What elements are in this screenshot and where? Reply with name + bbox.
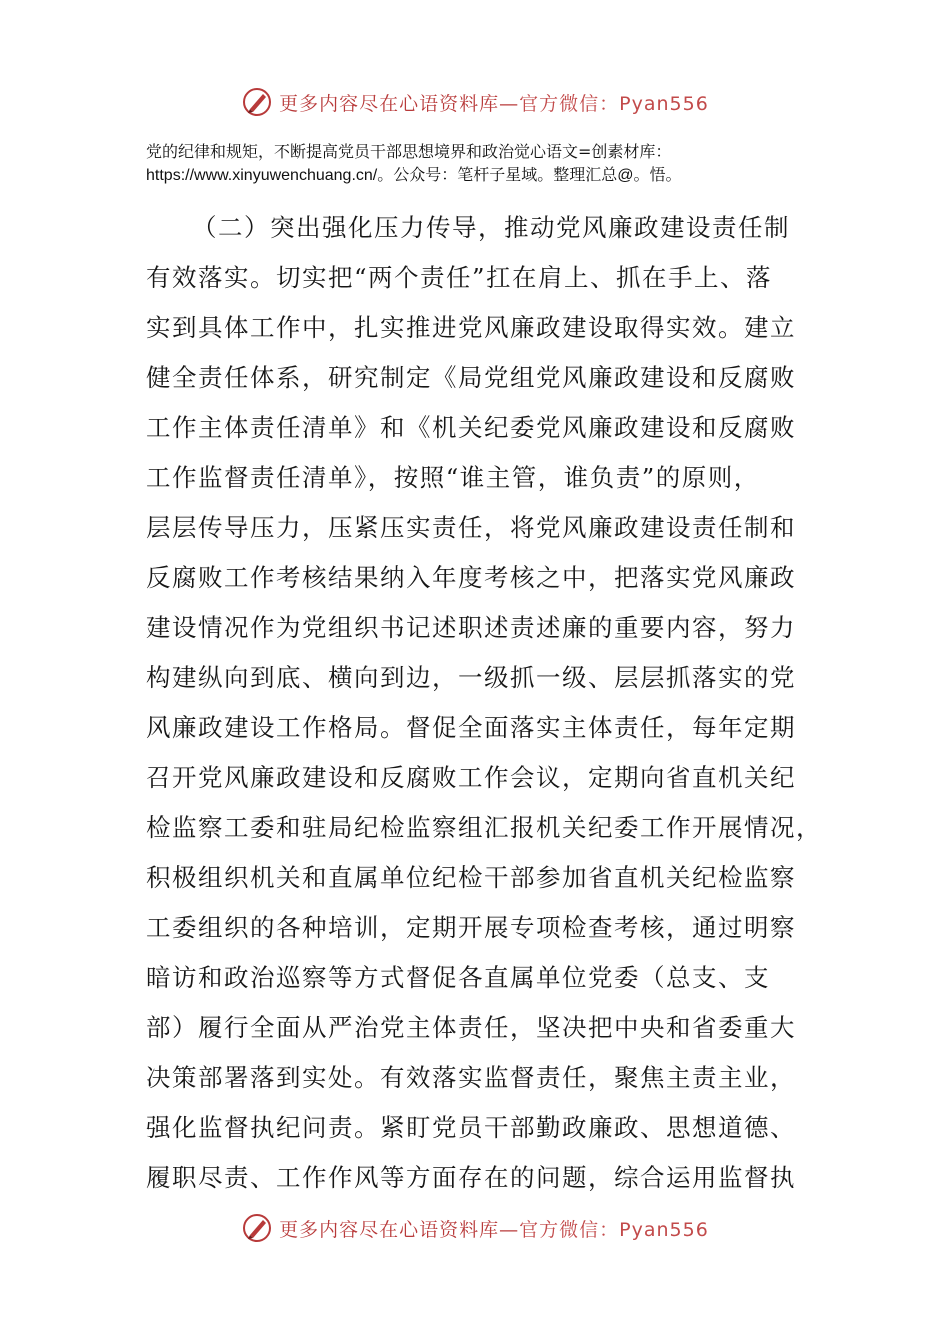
body-line: 部）履行全面从严治党主体责任，坚决把中央和省委重大 — [146, 1013, 796, 1042]
body-line: 建设情况作为党组织书记述职述责述廉的重要内容，努力 — [146, 613, 796, 642]
header-note-url-line: https://www.xinyuwenchuang.cn/。公众号：笔杆子星域。整理汇总@。悟。 — [146, 167, 682, 184]
body-paragraph — [146, 203, 822, 1203]
body-line: 反腐败工作考核结果纳入年度考核之中，把落实党风廉政 — [146, 563, 796, 592]
body-line: 暗访和政治巡察等方式督促各直属单位党委（总支、支 — [146, 963, 770, 992]
body-line: 决策部署落到实处。有效落实监督责任，聚焦主责主业， — [146, 1063, 796, 1092]
body-line: 工作监督责任清单》，按照“谁主管，谁负责”的原则， — [146, 463, 760, 492]
banner-text: 更多内容尽在心语资料库—官方微信：Pyan556 — [279, 92, 709, 115]
body-line: 工作主体责任清单》和《机关纪委党风廉政建设和反腐败 — [146, 413, 796, 442]
body-line: 积极组织机关和直属单位纪检干部参加省直机关纪检监察 — [146, 863, 796, 892]
body-line: 履职尽责、工作作风等方面存在的问题，综合运用监督执 — [146, 1163, 796, 1192]
body-line: 召开党风廉政建设和反腐败工作会议，定期向省直机关纪 — [146, 763, 796, 792]
body-line: 实到具体工作中，扎实推进党风廉政建设取得实效。建立 — [146, 313, 796, 342]
body-line: 强化监督执纪问责。紧盯党员干部勤政廉政、思想道德、 — [146, 1113, 796, 1142]
top-banner — [0, 82, 950, 122]
body-line: 有效落实。切实把“两个责任”扛在肩上、抓在手上、落 — [146, 263, 773, 292]
banner-text: 更多内容尽在心语资料库—官方微信：Pyan556 — [279, 1218, 709, 1241]
body-line: 层层传导压力，压紧压实责任，将党风廉政建设责任制和 — [146, 513, 796, 542]
body-line: 构建纵向到底、横向到边，一级抓一级、层层抓落实的党 — [146, 663, 796, 692]
body-line: （二）突出强化压力传导，推动党风廉政建设责任制 — [192, 213, 790, 242]
body-line: 工委组织的各种培训，定期开展专项检查考核，通过明察 — [146, 913, 796, 942]
header-note-line: 党的纪律和规矩，不断提高党员干部思想境界和政治觉心语文=创素材库： — [146, 142, 672, 161]
body-line: 健全责任体系，研究制定《局党组党风廉政建设和反腐败 — [146, 363, 796, 392]
bottom-banner — [0, 1208, 950, 1248]
body-line: 风廉政建设工作格局。督促全面落实主体责任，每年定期 — [146, 713, 796, 742]
header-note — [146, 140, 836, 188]
pen-logo-icon — [241, 1212, 273, 1244]
pen-logo-icon — [241, 86, 273, 118]
body-line: 检监察工委和驻局纪检监察组汇报机关纪委工作开展情况， — [146, 813, 822, 842]
